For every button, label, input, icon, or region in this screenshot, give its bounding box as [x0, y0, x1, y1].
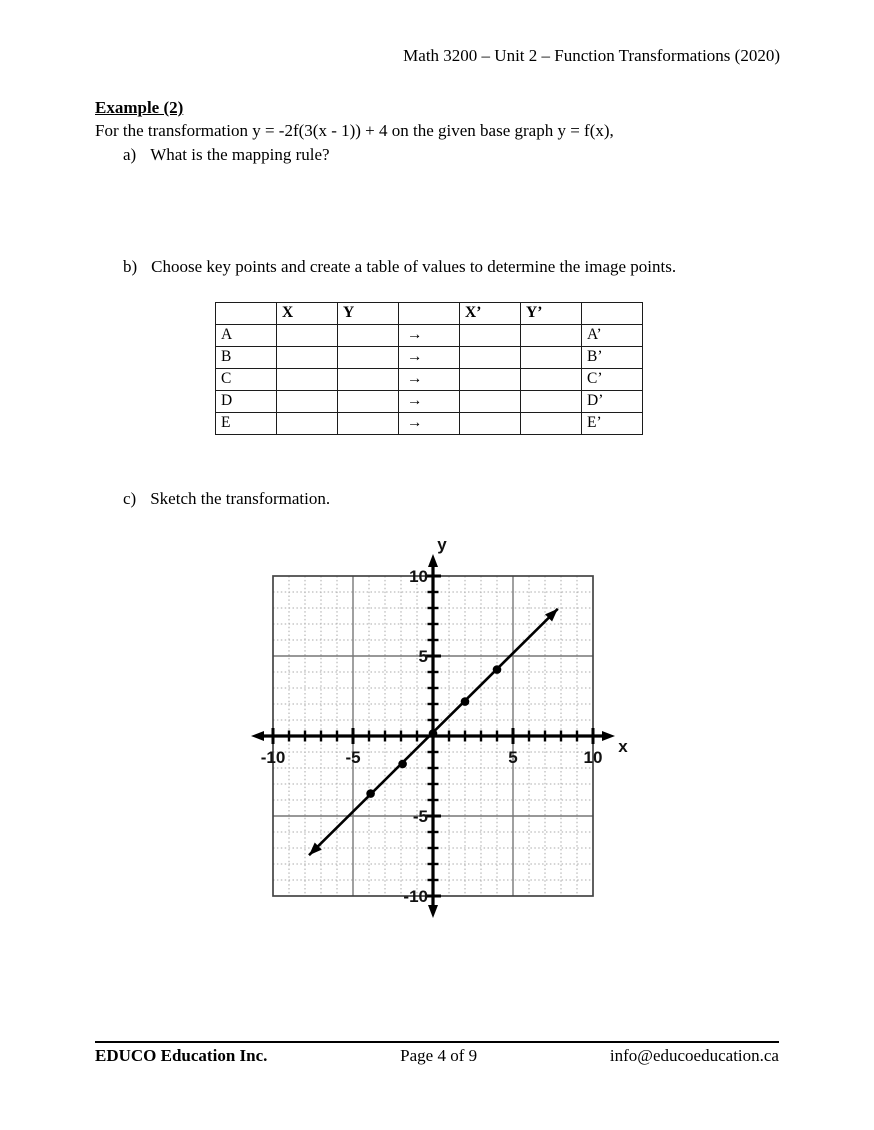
- y-tick-label: 10: [409, 567, 428, 586]
- footer-email: info@educoeducation.ca: [609, 1046, 779, 1065]
- x-prime-cell: [460, 347, 521, 369]
- key-point-marker: [429, 729, 438, 738]
- image-row-label: D’: [582, 391, 643, 413]
- transformation-intro: For the transformation y = -2f(3(x - 1)) + 4 on the given base graph y = f(x),: [95, 121, 614, 140]
- x-axis-left-arrow: [251, 731, 264, 741]
- row-label: A: [216, 325, 277, 347]
- image-row-label: C’: [582, 369, 643, 391]
- table-header-cell: [216, 303, 277, 325]
- y-value-cell: [338, 347, 399, 369]
- y-value-cell: [338, 413, 399, 435]
- x-tick-label: -5: [345, 748, 361, 767]
- y-axis-up-arrow: [428, 554, 438, 567]
- part-b-text: Choose key points and create a table of values to determine the image points.: [151, 257, 677, 276]
- key-point-marker: [461, 697, 470, 706]
- maps-to-arrow: →: [399, 413, 460, 435]
- table-header-cell: [582, 303, 643, 325]
- footer-company: EDUCO Education Inc.: [95, 1046, 268, 1065]
- row-label: E: [216, 413, 277, 435]
- y-prime-cell: [521, 347, 582, 369]
- x-prime-cell: [460, 325, 521, 347]
- y-prime-cell: [521, 369, 582, 391]
- x-tick-label: 10: [583, 748, 603, 767]
- y-tick-label: 5: [418, 647, 428, 666]
- maps-to-arrow: →: [399, 347, 460, 369]
- maps-to-arrow: →: [399, 325, 460, 347]
- table-header-row: [216, 303, 643, 325]
- x-prime-cell: [460, 413, 521, 435]
- x-value-cell: [277, 369, 338, 391]
- row-label: B: [216, 347, 277, 369]
- y-tick-label: -10: [403, 887, 428, 906]
- values-table: [215, 302, 643, 435]
- part-a-text: What is the mapping rule?: [150, 145, 330, 164]
- x-axis-right-arrow: [602, 731, 615, 741]
- row-label: C: [216, 369, 277, 391]
- y-tick-label: -5: [412, 807, 428, 826]
- y-prime-cell: [521, 413, 582, 435]
- course-header: Math 3200 – Unit 2 – Function Transformations (2020): [403, 46, 780, 65]
- y-value-cell: [338, 369, 399, 391]
- part-c: [123, 489, 330, 509]
- part-c-text: Sketch the transformation.: [150, 489, 331, 508]
- key-point-marker: [493, 665, 502, 674]
- page-footer: [95, 1041, 779, 1066]
- row-label: D: [216, 391, 277, 413]
- graph-svg: [248, 533, 640, 923]
- x-axis-label: x: [618, 737, 628, 756]
- y-axis-label: y: [437, 535, 447, 554]
- key-point-marker: [398, 760, 407, 769]
- x-tick-label: -10: [260, 748, 286, 767]
- example-title: Example (2): [95, 98, 184, 117]
- table-row: [216, 391, 643, 413]
- footer-page-number: Page 4 of 9: [400, 1046, 478, 1065]
- y-axis-down-arrow: [428, 905, 438, 918]
- x-prime-cell: [460, 391, 521, 413]
- table-row: [216, 369, 643, 391]
- table-header-y-prime: Y’: [521, 303, 582, 325]
- coordinate-grid-graph: [248, 533, 640, 923]
- image-row-label: B’: [582, 347, 643, 369]
- image-row-label: A’: [582, 325, 643, 347]
- part-b: [123, 257, 676, 277]
- table-header-y: Y: [338, 303, 399, 325]
- y-prime-cell: [521, 325, 582, 347]
- x-value-cell: [277, 347, 338, 369]
- y-prime-cell: [521, 391, 582, 413]
- part-b-label: b): [123, 257, 138, 276]
- x-value-cell: [277, 391, 338, 413]
- part-a: [123, 145, 330, 165]
- image-row-label: E’: [582, 413, 643, 435]
- x-tick-label: 5: [508, 748, 518, 767]
- maps-to-arrow: →: [399, 391, 460, 413]
- part-c-label: c): [123, 489, 137, 508]
- table-row: [216, 325, 643, 347]
- table-header-x-prime: X’: [460, 303, 521, 325]
- y-value-cell: [338, 325, 399, 347]
- table-header-cell: [399, 303, 460, 325]
- x-prime-cell: [460, 369, 521, 391]
- table-header-x: X: [277, 303, 338, 325]
- table-row: [216, 413, 643, 435]
- table-row: [216, 347, 643, 369]
- y-value-cell: [338, 391, 399, 413]
- x-value-cell: [277, 413, 338, 435]
- maps-to-arrow: →: [399, 369, 460, 391]
- key-point-marker: [366, 789, 375, 798]
- x-value-cell: [277, 325, 338, 347]
- part-a-label: a): [123, 145, 137, 164]
